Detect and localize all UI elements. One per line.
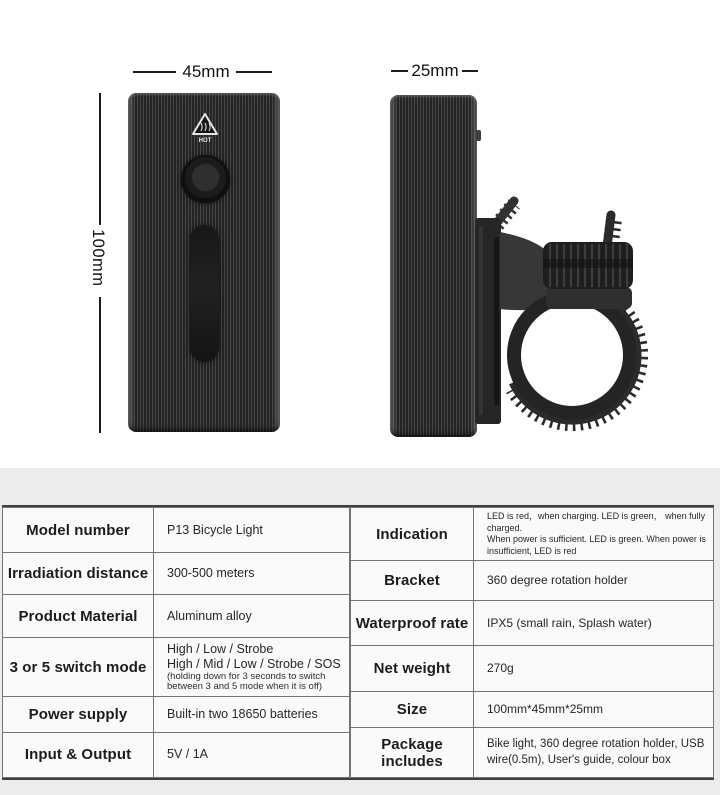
spec-row (3, 595, 350, 638)
spec-value: Aluminum alloy (154, 595, 350, 638)
spec-table (2, 505, 714, 780)
dim-label-100mm: 100mm (89, 229, 107, 287)
spec-row (3, 553, 350, 595)
mount-bracket-graphic (470, 185, 665, 445)
dim-line-100-top (99, 93, 101, 225)
clip-plate-icon (475, 218, 501, 424)
spec-label: 3 or 5 switch mode (3, 638, 154, 696)
spec-value: 270g (474, 646, 714, 692)
hot-warning-label: HOT (198, 138, 212, 143)
spec-label: Bracket (351, 561, 474, 601)
dim-line-25-right (462, 70, 478, 72)
spec-label: Model number (3, 508, 154, 553)
spec-row (351, 728, 714, 778)
knurled-knob-icon (543, 242, 633, 289)
dim-line-45-left (133, 71, 176, 73)
dim-line-100-bottom (99, 297, 101, 433)
spec-value: 300-500 meters (154, 553, 350, 595)
spec-value: Built-in two 18650 batteries (154, 696, 350, 732)
spec-value: 5V / 1A (154, 732, 350, 777)
dim-line-45-right (236, 71, 272, 73)
clamp-ring-icon (514, 297, 630, 413)
bike-light-side-view (390, 95, 477, 437)
lens-strip (190, 225, 219, 362)
spec-label: Irradiation distance (3, 553, 154, 595)
spec-label: Package includes (351, 728, 474, 778)
spec-value: IPX5 (small rain, Splash water) (474, 601, 714, 646)
power-button (181, 155, 230, 204)
spec-row (3, 732, 350, 777)
dim-label-45mm: 45mm (182, 62, 230, 81)
spec-row (351, 692, 714, 728)
spec-row (3, 638, 350, 696)
spec-label: Product Material (3, 595, 154, 638)
spec-label: Indication (351, 508, 474, 561)
spec-table-right (350, 507, 714, 778)
mount-hub-icon (546, 287, 632, 309)
spec-row (3, 696, 350, 732)
side-port-nub (476, 130, 481, 141)
spec-value: P13 Bicycle Light (154, 508, 350, 553)
spec-row (3, 508, 350, 553)
spec-value: 100mm*45mm*25mm (474, 692, 714, 728)
spec-label: Net weight (351, 646, 474, 692)
spec-row (351, 646, 714, 692)
spec-value: 360 degree rotation holder (474, 561, 714, 601)
spec-label: Size (351, 692, 474, 728)
spec-value: LED is red，when charging. LED is green， when fully charged. When power is sufficient. LED is green. When power is insufficient, LED is red (474, 508, 714, 561)
spec-row (351, 601, 714, 646)
hot-warning-icon (192, 113, 218, 143)
spec-table-left (2, 507, 350, 778)
spec-row (351, 561, 714, 601)
dim-line-25-left (391, 70, 408, 72)
dim-label-25mm: 25mm (411, 61, 459, 80)
bike-light-front-view (128, 93, 280, 432)
spec-label: Power supply (3, 696, 154, 732)
spec-value: High / Low / Strobe High / Mid / Low / Strobe / SOS (holding down for 3 seconds to switch between 3 and 5 mode when it is off) (154, 638, 350, 696)
spec-label: Waterproof rate (351, 601, 474, 646)
spec-row (351, 508, 714, 561)
spec-value: Bike light, 360 degree rotation holder, USB wire(0.5m), User's guide, colour box (474, 728, 714, 778)
spec-label: Input & Output (3, 732, 154, 777)
